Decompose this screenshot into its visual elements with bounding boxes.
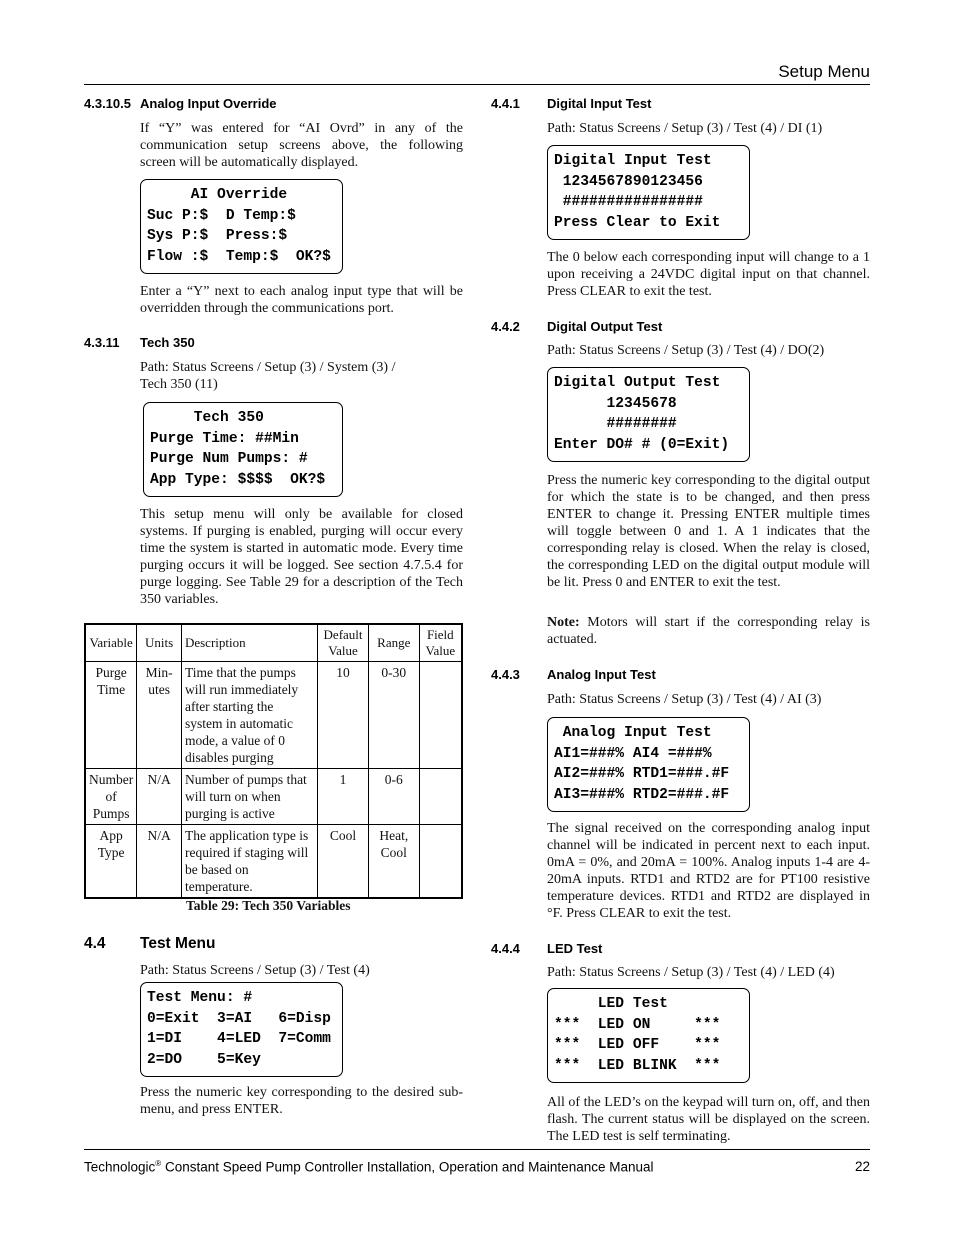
section-title: Digital Input Test [547,96,652,111]
section-number: 4.4.2 [491,319,520,334]
cell-range: 0-6 [368,769,419,825]
cell-variable: App Type [85,825,137,899]
table-row [85,662,462,769]
lcd-line: Purge Num Pumps: # [150,451,308,467]
column-header: Units [137,624,182,662]
paragraph: Press the numeric key corresponding to the desired sub-menu, and press ENTER. [140,1085,463,1117]
footer-manual-title [84,1159,654,1175]
cell-variable: Purge Time [85,662,137,769]
page-number: 22 [854,1159,870,1174]
paragraph: If “Y” was entered for “AI Ovrd” in any of the communication setup screens above, the following screen will be automatically displayed. [140,121,463,170]
paragraph: The 0 below each corresponding input will change to a 1 upon receiving a 24VDC digital input on that channel. Press CLEAR to exit the test. [547,250,870,299]
header-rule [84,84,870,85]
lcd-line: AI2=###% RTD1=###.#F [554,766,730,782]
section-number: 4.3.11 [84,335,120,350]
menu-path: Path: Status Screens / Setup (3) / Test (4) / DO(2) [547,343,825,358]
lcd-line: Analog Input Test [554,725,712,741]
section-title: Analog Input Override [140,96,277,111]
lcd-line: Enter DO# # (0=Exit) [554,436,730,453]
section-number: 4.4.4 [491,941,520,956]
section-title: Tech 350 [140,335,195,350]
lcd-line: Test Menu: # [147,990,253,1006]
cell-description: The application type is required if staging will be based on temperature. [181,825,317,899]
lcd-line: LED Test [554,996,668,1012]
lcd-line: Sys P:$ Press:$ [147,228,288,244]
page-header-title: Setup Menu [778,62,870,81]
lcd-line: *** LED OFF *** [554,1037,721,1053]
paragraph: Enter a “Y” next to each analog input type that will be overridden through the communications port. [140,284,463,316]
note-text: Motors will start if the corresponding relay is actuated. [547,615,870,647]
cell-description: Time that the pumps will run immediately after starting the system in automatic mode, a value of 0 disables purging [181,662,317,769]
note-label: Note: [547,615,580,630]
lcd-line: Suc P:$ D Temp:$ [147,207,296,224]
cell-default: 10 [318,662,369,769]
menu-path: Path: Status Screens / Setup (3) / Test (4) / AI (3) [547,692,822,707]
lcd-line: AI3=###% RTD2=###.#F [554,786,730,803]
lcd-line: App Type: $$$$ OK?$ [150,471,326,488]
section-title: Test Menu [140,935,216,952]
lcd-line: 0=Exit 3=AI 6=Disp [147,1010,331,1027]
cell-field-value [419,769,462,825]
lcd-line: ######## [554,416,677,432]
lcd-line: Flow :$ Temp:$ OK?$ [147,248,331,265]
registered-mark: ® [155,1159,162,1168]
section-title: Analog Input Test [547,667,656,682]
cell-units: Min-utes [137,662,182,769]
lcd-line: AI1=###% AI4 =###% [554,745,712,762]
cell-default: 1 [318,769,369,825]
cell-units: N/A [137,825,182,899]
lcd-screen-tech-350 [143,402,343,497]
lcd-line: 2=DO 5=Key [147,1051,261,1068]
section-heading-4-4 [84,935,216,953]
paragraph: The signal received on the corresponding analog input channel will be indicated in percent next to each input. 0mA = 0%, and 20mA = 100%. Analog inputs 1-4 are 4-20mA inputs. RTD1 and RTD2 are for PT100 resistive temperature devices. RTD1 and RTD2 are displayed in °F. Press CLEAR to exit the test. [547,821,870,921]
lcd-screen-ai-override [140,179,343,274]
lcd-line: Tech 350 [150,410,264,426]
column-header: Default Value [318,624,369,662]
section-number: 4.4 [84,935,106,952]
paragraph: All of the LED’s on the keypad will turn on, off, and then flash. The current status will be displayed on the screen. The LED test is self terminating. [547,1095,870,1144]
lcd-screen-test-menu [140,982,343,1077]
paragraph: Press the numeric key corresponding to the digital output for which the state is to be changed, and then press ENTER to change it. Pressing ENTER multiple times will toggle between 0 and 1. A 1 indicates that the corresponding relay is closed. When the relay is closed, the corresponding LED on the digital output module will be lit. Press 0 and ENTER to exit the test. [547,473,870,590]
column-header: Description [181,624,317,662]
paragraph: This setup menu will only be available for closed systems. If purging is enabled, purging will occur every time the system is started in automatic mode. Every time purging occurs it will be logged. See section 4.7.5.4 for purge logging. See Table 29 for a description of the Tech 350 variables. [140,507,463,607]
lcd-line: Purge Time: ##Min [150,430,299,447]
lcd-screen-led-test [547,988,750,1083]
menu-path: Path: Status Screens / Setup (3) / Test (4) / LED (4) [547,965,835,980]
note-paragraph [547,614,870,648]
table-row [85,769,462,825]
table-caption: Table 29: Tech 350 Variables [186,898,351,913]
lcd-screen-digital-output-test [547,367,750,462]
column-header: Range [368,624,419,662]
column-header: Field Value [419,624,462,662]
section-heading-4-4-2 [491,319,662,334]
cell-variable: Number of Pumps [85,769,137,825]
menu-path: Path: Status Screens / Setup (3) / Test (4) [140,963,370,978]
column-header: Variable [85,624,137,662]
section-number: 4.4.1 [491,96,520,111]
menu-path: Path: Status Screens / Setup (3) / System (3) / Tech 350 (11) [140,360,396,392]
section-heading-4-4-1 [491,96,651,111]
cell-description: Number of pumps that will turn on when purging is active [181,769,317,825]
section-heading-4-3-10-5 [84,96,277,111]
section-title: LED Test [547,941,603,956]
cell-range: 0-30 [368,662,419,769]
lcd-line: 1=DI 4=LED 7=Comm [147,1031,331,1047]
lcd-screen-analog-input-test [547,717,750,812]
cell-field-value [419,662,462,769]
lcd-line: Digital Input Test [554,153,712,169]
section-number: 4.4.3 [491,667,520,682]
lcd-line: *** LED BLINK *** [554,1057,721,1074]
lcd-line: *** LED ON *** [554,1016,721,1033]
tech-350-variables-table [84,623,463,899]
cell-range: Heat, Cool [368,825,419,899]
lcd-line: ################ [554,194,703,210]
lcd-line: AI Override [147,187,288,203]
cell-units: N/A [137,769,182,825]
lcd-line: Press Clear to Exit [554,214,721,231]
lcd-line: Digital Output Test [554,375,721,391]
lcd-line: 12345678 [554,395,677,412]
lcd-line: 1234567890123456 [554,173,703,190]
section-heading-4-3-11 [84,335,195,350]
menu-path: Path: Status Screens / Setup (3) / Test (4) / DI (1) [547,121,823,136]
section-title: Digital Output Test [547,319,663,334]
lcd-screen-digital-input-test [547,145,750,240]
section-heading-4-4-3 [491,667,656,682]
table-row [85,825,462,899]
table-header-row [85,624,462,662]
section-number: 4.3.10.5 [84,96,131,111]
cell-field-value [419,825,462,899]
cell-default: Cool [318,825,369,899]
footer-title-rest: Constant Speed Pump Controller Installation, Operation and Maintenance Manual [161,1159,654,1175]
section-heading-4-4-4 [491,941,602,956]
footer-rule [84,1149,870,1150]
footer-brand: Technologic [84,1159,156,1175]
